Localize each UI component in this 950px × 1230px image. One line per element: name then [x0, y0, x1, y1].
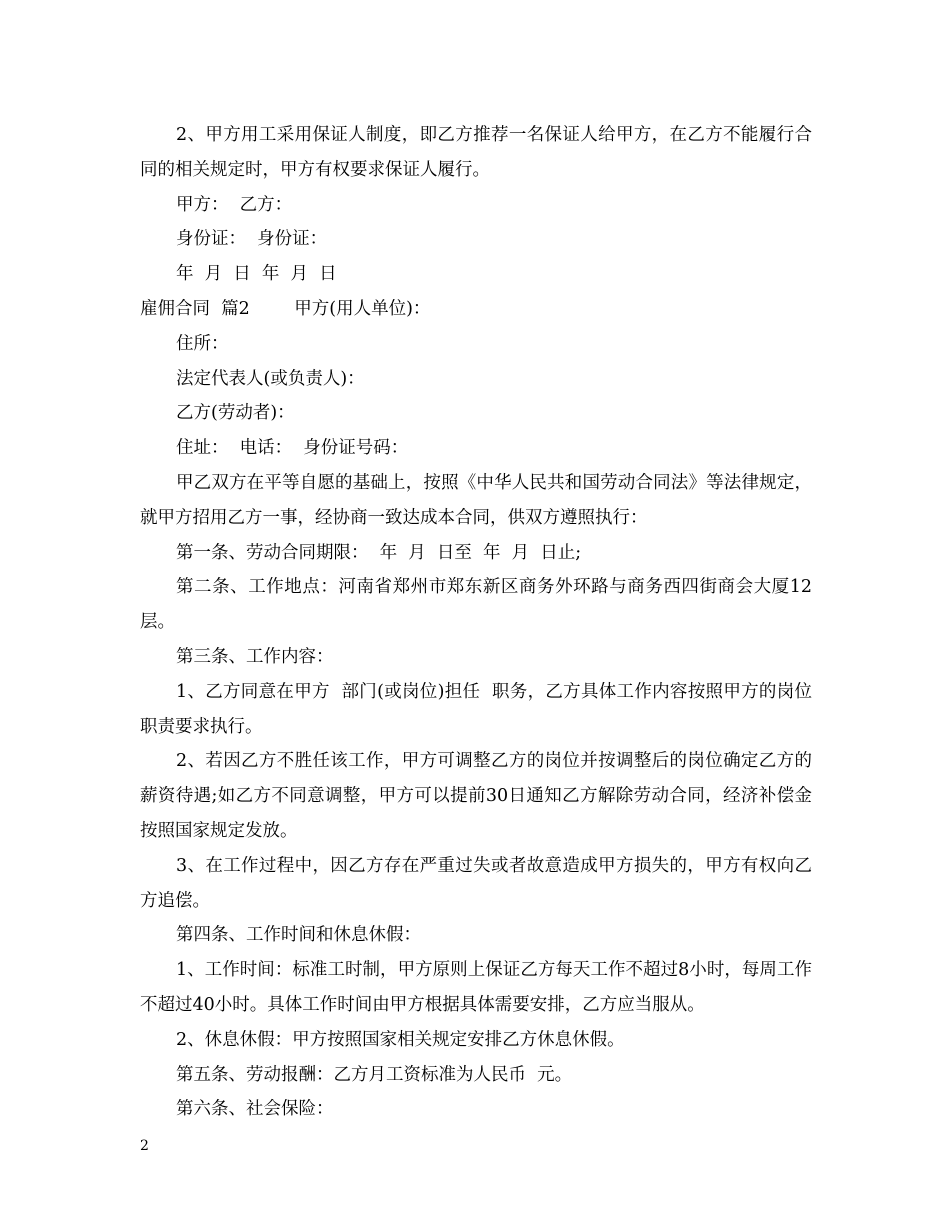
paragraph: 住址： 电话： 身份证号码： [176, 438, 409, 459]
paragraph: 法定代表人(或负责人)： [176, 368, 365, 389]
paragraph: 甲方： 乙方： [176, 194, 293, 215]
paragraph: 1、乙方同意在甲方 部门(或岗位)担任 职务，乙方具体工作内容按照甲方的岗位职责要求执行。 [140, 681, 812, 737]
paragraph: 乙方(劳动者)： [176, 403, 295, 424]
paragraph: 2、甲方用工采用保证人制度，即乙方推荐一名保证人给甲方，在乙方不能履行合同的相关规定时，甲方有权要求保证人履行。 [140, 125, 812, 180]
paragraph: 第三条、工作内容： [176, 646, 334, 667]
paragraph: 住所： [176, 333, 229, 354]
paragraph: 第二条、工作地点：河南省郑州市郑东新区商务外环路与商务西四街商会大厦12层。 [140, 577, 812, 633]
paragraph: 身份证： 身份证： [176, 229, 328, 250]
paragraph: 3、在工作过程中，因乙方存在严重过失或者故意造成甲方损失的，甲方有权向乙方追偿。 [140, 855, 812, 911]
paragraph: 第六条、社会保险： [176, 1099, 334, 1120]
paragraph: 2、若因乙方不胜任该工作，甲方可调整乙方的岗位并按调整后的岗位确定乙方的薪资待遇;如乙方不同意调整，甲方可以提前30日通知乙方解除劳动合同，经济补偿金按照国家规定发放。 [140, 751, 812, 841]
paragraph: 第四条、工作时间和休息休假： [176, 925, 421, 946]
paragraph: 甲乙双方在平等自愿的基础上，按照《中华人民共和国劳动合同法》等法律规定，就甲方招用乙方一事，经协商一致达成本合同，供双方遵照执行： [140, 472, 812, 528]
paragraph: 1、工作时间：标准工时制，甲方原则上保证乙方每天工作不超过8小时，每周工作不超过40小时。具体工作时间由甲方根据具体需要安排，乙方应当服从。 [140, 960, 812, 1015]
contract-body [140, 118, 812, 1127]
paragraph: 2、休息休假：甲方按照国家相关规定安排乙方休息休假。 [176, 1029, 625, 1050]
paragraph: 第五条、劳动报酬：乙方月工资标准为人民币 元。 [176, 1064, 573, 1085]
page-number: 2 [140, 1138, 149, 1154]
paragraph: 雇佣合同 篇2 甲方(用人单位)： [140, 298, 431, 319]
paragraph: 第一条、劳动合同期限： 年 月 日至 年 月 日止; [176, 542, 582, 563]
paragraph: 年 月 日 年 月 日 [176, 264, 337, 285]
